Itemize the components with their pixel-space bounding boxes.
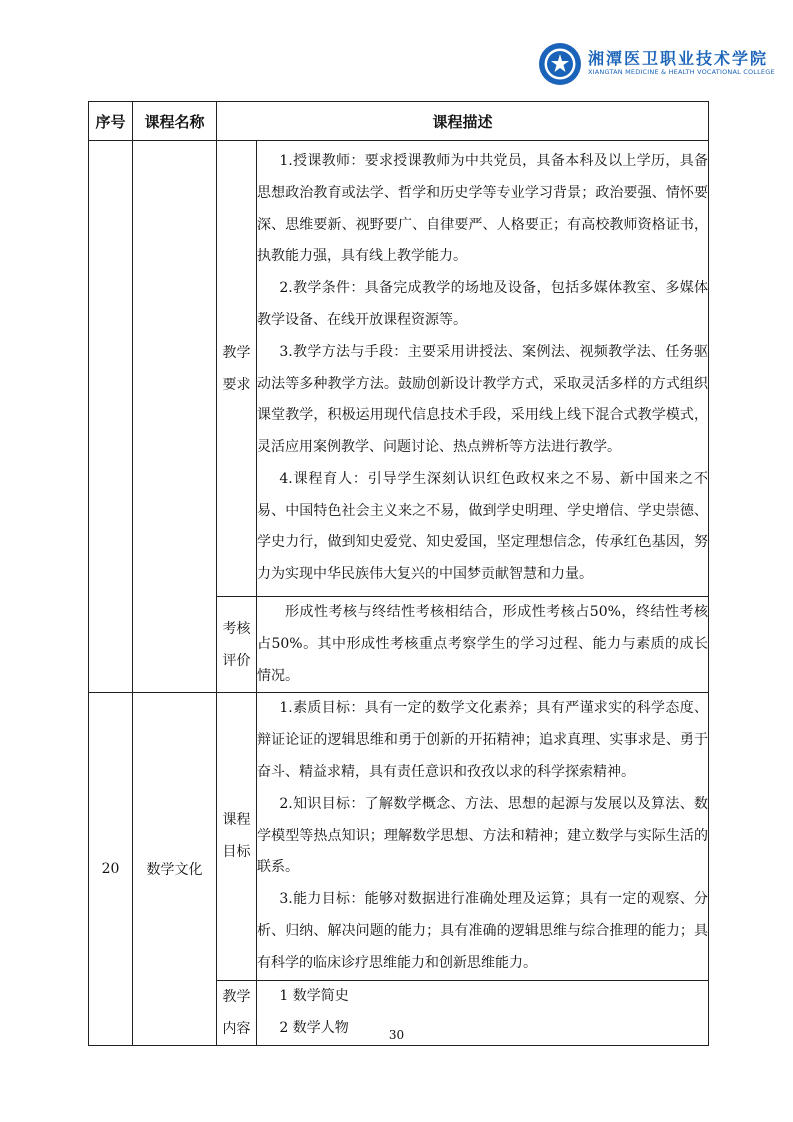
college-emblem-icon <box>538 42 582 86</box>
header-seq: 序号 <box>89 102 133 141</box>
list-item: 1.素质目标：具有一定的数学文化素养；具有严谨求实的科学态度、辩证论证的逻辑思维和勇于创新的开拓精神；追求真理、实事求是、勇于奋斗、精益求精，具有责任意识和孜孜以求的科学探索精神。 <box>257 700 709 780</box>
college-name-en: XIANGTAN MEDICINE & HEALTH VOCATIONAL COLLEGE <box>588 68 775 76</box>
teaching-content-label: 教学 内容 <box>217 980 257 1045</box>
page-number: 30 <box>388 1028 405 1042</box>
prev-seq-cell <box>89 141 133 693</box>
course-goals-text <box>257 693 709 980</box>
teaching-requirements-label: 教学 要求 <box>217 141 257 597</box>
course-seq: 20 <box>89 693 133 1045</box>
header-course-desc: 课程描述 <box>217 102 709 141</box>
course-name: 数学文化 <box>133 693 217 1045</box>
college-logo <box>538 42 775 88</box>
list-item: 3.教学方法与手段：主要采用讲授法、案例法、视频教学法、任务驱动法等多种教学方法。鼓励创新设计教学方式，采取灵活多样的方式组织课堂教学，积极运用现代信息技术手段，采用线上线下混合式教学模式，灵活应用案例教学、问题讨论、热点辨析等方法进行教学。 <box>257 343 709 456</box>
list-item: 1 数学简史 <box>279 987 349 1004</box>
header-course-name: 课程名称 <box>133 102 217 141</box>
list-item: 2 数学人物 <box>279 1019 349 1036</box>
list-item: 1.授课教师：要求授课教师为中共党员，具备本科及以上学历，具备思想政治教育或法学、哲学和历史学等专业学习背景；政治要强、情怀要深、思维要新、视野要广、自律要严、人格要正；有高校教师资格证书，执教能力强，具有线上教学能力。 <box>257 152 709 265</box>
prev-name-cell <box>133 141 217 693</box>
list-item: 2.知识目标：了解数学概念、方法、思想的起源与发展以及算法、数学模型等热点知识；理解数学思想、方法和精神；建立数学与实际生活的联系。 <box>257 795 709 876</box>
list-item: 2.教学条件：具备完成教学的场地及设备，包括多媒体教室、多媒体教学设备、在线开放课程资源等。 <box>257 280 709 328</box>
table-row <box>89 141 709 597</box>
course-goals-label: 课程 目标 <box>217 693 257 980</box>
list-item: 4.课程育人：引导学生深刻认识红色政权来之不易、新中国来之不易、中国特色社会主义来之不易，做到学史明理、学史增信、学史崇德、学史力行，做到知史爱党、知史爱国，坚定理想信念，传承红色基因，努力为实现中华民族伟大复兴的中国梦贡献智慧和力量。 <box>257 470 709 583</box>
table-header-row <box>89 102 709 141</box>
list-item: 3.能力目标：能够对数据进行准确处理及运算；具有一定的观察、分析、归纳、解决问题的能力；具有准确的逻辑思维与综合推理的能力；具有科学的临床诊疗思维能力和创新思维能力。 <box>257 891 709 971</box>
assessment-label: 考核 评价 <box>217 597 257 693</box>
teaching-requirements-text <box>257 141 709 597</box>
assessment-text: 形成性考核与终结性考核相结合，形成性考核占50%，终结性考核占50%。其中形成性考核重点考察学生的学习过程、能力与素质的成长情况。 <box>257 597 709 693</box>
table-row <box>89 693 709 980</box>
college-name: 湘潭医卫职业技术学院 <box>588 49 769 68</box>
course-table <box>88 101 709 1046</box>
